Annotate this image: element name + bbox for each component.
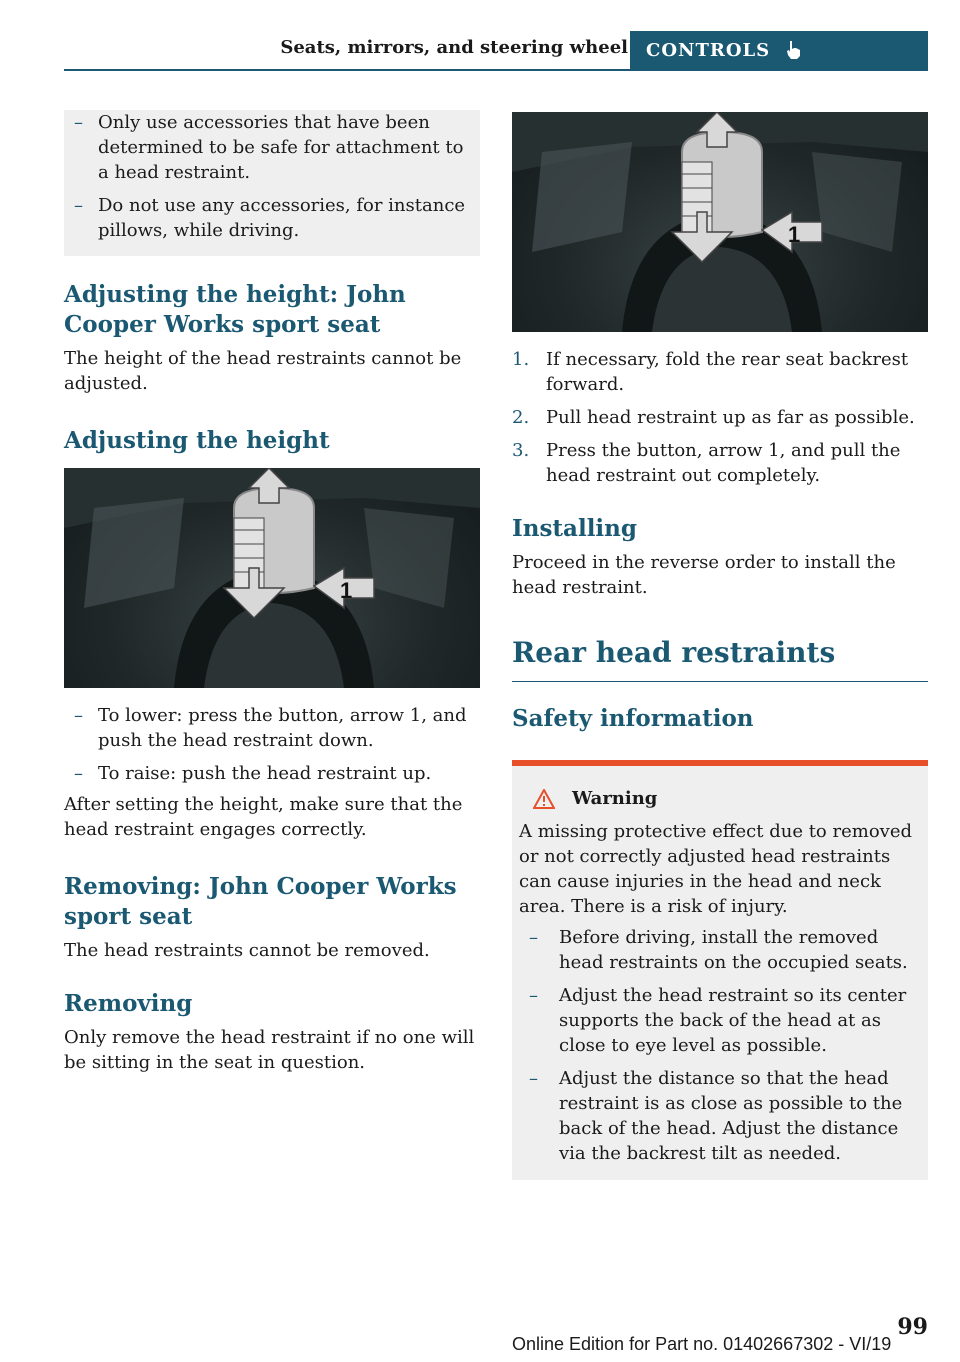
heading-jcw-removing: Removing: John Cooper Works sport seat — [64, 873, 457, 930]
step-text: If necessary, fold the rear seat backrest forward. — [546, 349, 909, 395]
heading-adjusting-height: Adjusting the height — [64, 427, 330, 454]
footer-edition: Online Edition for Part no. 01402667302 - VI/19 — [512, 1334, 892, 1354]
heading-safety-information: Safety information — [512, 705, 754, 732]
warning-title: Warning — [572, 788, 658, 809]
figure-callout-1: 1 — [788, 222, 801, 247]
heading-jcw-height: Adjusting the height: John Cooper Works sport seat — [64, 281, 406, 338]
page-header — [64, 31, 928, 71]
warning-item: – Adjust the head restraint so its center supports the back of the head at as close to eye level as possible. — [519, 983, 918, 1058]
heading-rear-head-restraints: Rear head restraints — [512, 636, 928, 682]
figure-callout-1: 1 — [340, 578, 353, 603]
heading-removing: Removing — [64, 990, 193, 1017]
head-restraint-figure-2 — [512, 112, 928, 332]
note-item: – Do not use any accessories, for instance pillows, while driving. — [64, 193, 480, 243]
paragraph-jcw-removing: The head restraints cannot be removed. — [64, 940, 430, 961]
head-restraint-figure-1 — [64, 468, 480, 688]
step-text: Press the button, arrow 1, and pull the head restraint out completely. — [546, 440, 901, 486]
section-title: Seats, mirrors, and steering wheel — [280, 37, 628, 58]
step-number: 3. — [512, 440, 530, 461]
paragraph-jcw-height: The height of the head restraints cannot be adjusted. — [64, 348, 462, 394]
list-item — [512, 438, 928, 488]
pointing-hand-icon — [784, 40, 804, 60]
note-box — [64, 110, 480, 256]
paragraph-installing: Proceed in the reverse order to install the head restraint. — [512, 552, 896, 598]
step-text: Pull head restraint up as far as possible. — [546, 407, 915, 428]
paragraph-removing: Only remove the head restraint if no one will be sitting in the seat in question. — [64, 1027, 475, 1073]
list-item: – To raise: push the head restraint up. — [64, 761, 480, 786]
warning-item: – Before driving, install the removed head restraints on the occupied seats. — [519, 925, 918, 975]
warning-box — [512, 760, 928, 1180]
chapter-tab[interactable] — [630, 31, 928, 69]
list-item — [512, 347, 928, 397]
warning-item: – Adjust the distance so that the head restraint is as close as possible to the back of the head. Adjust the distance via the backrest tilt as needed. — [519, 1066, 918, 1166]
warning-triangle-icon — [533, 789, 555, 809]
heading-installing: Installing — [512, 515, 637, 542]
page-number: 99 — [897, 1314, 928, 1340]
chapter-tab-label: CONTROLS — [646, 39, 771, 61]
paragraph-after-setting: After setting the height, make sure that the head restraint engages correctly. — [64, 794, 463, 840]
note-item: – Only use accessories that have been determined to be safe for attachment to a head restraint. — [64, 110, 480, 185]
list-item — [512, 405, 928, 430]
step-number: 1. — [512, 349, 530, 370]
list-item: – To lower: press the button, arrow 1, and push the head restraint down. — [64, 703, 480, 753]
warning-body: A missing protective effect due to removed or not correctly adjusted head restraints can cause injuries in the head and neck area. There is a risk of injury. — [519, 821, 912, 917]
step-number: 2. — [512, 407, 530, 428]
